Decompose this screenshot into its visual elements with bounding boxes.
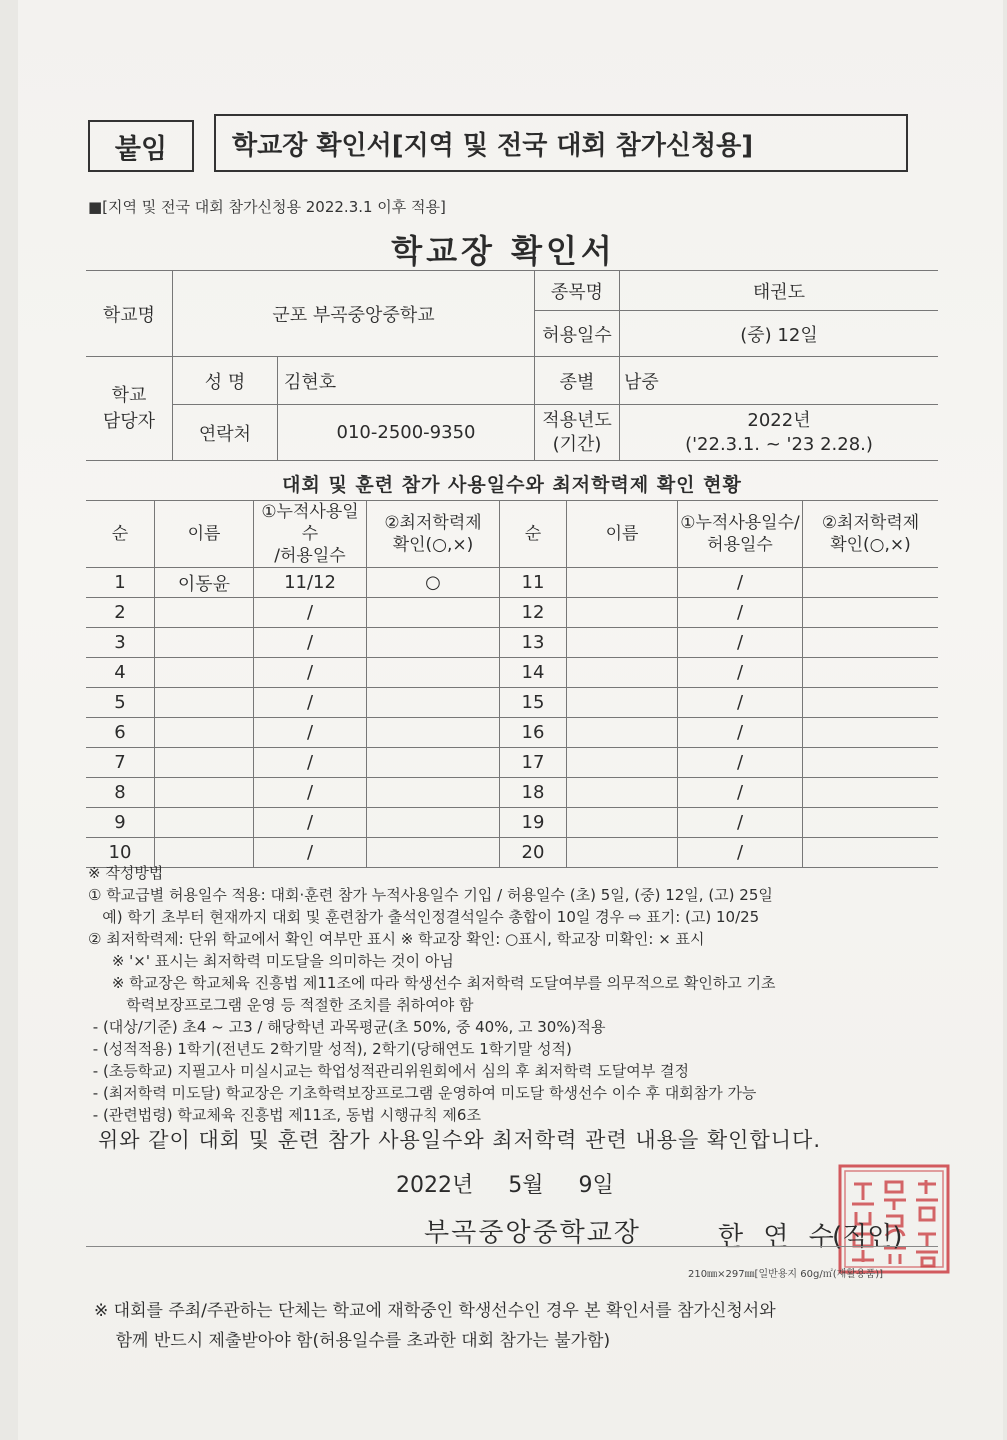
table-cell: /	[254, 658, 367, 688]
instruction-line: ① 학교급별 허용일수 적용: 대회·훈련 참가 누적사용일수 기입 / 허용일수 (초) 5일, (중) 12일, (고) 25일	[88, 886, 773, 904]
table-cell	[803, 748, 939, 778]
attachment-tag: 붙임	[88, 120, 194, 172]
gender-value: 남중	[620, 357, 939, 405]
table-cell: /	[678, 808, 803, 838]
document-title: 학교장 확인서	[391, 232, 616, 270]
table-cell: 6	[86, 718, 155, 748]
table-row	[86, 808, 938, 838]
signing-date	[396, 1168, 642, 1199]
table-cell: 12	[500, 598, 567, 628]
col-header: 이름	[567, 501, 678, 568]
table-cell: /	[254, 808, 367, 838]
date-day: 9일	[578, 1173, 614, 1198]
year-label: 적용년도 (기간)	[535, 405, 620, 461]
table-cell: 16	[500, 718, 567, 748]
principal-title: 부곡중앙중학교장	[424, 1218, 641, 1248]
table-cell: 7	[86, 748, 155, 778]
applicability-note: ■[지역 및 전국 대회 참가신청용 2022.3.1 이후 적용]	[88, 198, 446, 216]
writing-instructions	[88, 862, 948, 1126]
table-cell	[155, 718, 254, 748]
table-cell	[567, 598, 678, 628]
instruction-line: - (초등학교) 지필고사 미실시교는 학업성적관리위원회에서 심의 후 최저학력 도달여부 결정	[88, 1062, 689, 1080]
year-period: ('22.3.1. ~ '23 2.28.)	[685, 433, 873, 455]
table-cell	[803, 568, 939, 598]
table-cell	[367, 598, 500, 628]
col-header: 이름	[155, 501, 254, 568]
allowed-days-value: (중) 12일	[620, 311, 939, 357]
col-header: 순	[86, 501, 155, 568]
table-row	[86, 718, 938, 748]
table-cell: 3	[86, 628, 155, 658]
table-cell	[367, 778, 500, 808]
table-cell: 5	[86, 688, 155, 718]
table-cell: ○	[367, 568, 500, 598]
col-header: ①누적사용일수/ 허용일수	[678, 501, 803, 568]
table-cell: 15	[500, 688, 567, 718]
table-cell: 17	[500, 748, 567, 778]
section-title: 대회 및 훈련 참가 사용일수와 최저학력제 확인 현황	[282, 474, 742, 496]
table-cell	[567, 658, 678, 688]
table-cell	[803, 718, 939, 748]
table-cell	[155, 808, 254, 838]
table-row	[86, 568, 938, 598]
submission-note-line: 함께 반드시 제출받아야 함(허용일수를 초과한 대회 참가는 불가함)	[94, 1331, 611, 1351]
table-cell	[803, 598, 939, 628]
table-cell	[367, 688, 500, 718]
school-value: 군포 부곡중앙중학교	[173, 271, 535, 357]
table-cell	[367, 658, 500, 688]
table-row	[86, 628, 938, 658]
table-cell: /	[678, 688, 803, 718]
confirmation-statement: 위와 같이 대회 및 훈련 참가 사용일수와 최저학력 관련 내용을 확인합니다.	[98, 1128, 822, 1152]
table-cell: /	[254, 718, 367, 748]
name-label: 성 명	[173, 357, 278, 405]
table-row	[86, 688, 938, 718]
col-header: 순	[500, 501, 567, 568]
sport-label: 종목명	[535, 271, 620, 311]
paper-spec: 210㎜×297㎜[일반용지 60g/㎡(재활용품)]	[688, 1269, 884, 1280]
table-cell	[367, 808, 500, 838]
table-cell: 4	[86, 658, 155, 688]
table-cell: /	[678, 598, 803, 628]
table-cell	[803, 628, 939, 658]
table-cell	[155, 778, 254, 808]
year-value: 2022년	[747, 409, 811, 431]
table-cell: /	[678, 748, 803, 778]
table-cell: /	[254, 628, 367, 658]
table-cell	[803, 808, 939, 838]
table-cell: /	[254, 838, 367, 868]
table-cell: /	[254, 778, 367, 808]
table-cell: 18	[500, 778, 567, 808]
usage-table	[86, 500, 938, 868]
instruction-line: ※ '×' 표시는 최저학력 미도달을 의미하는 것이 아님	[88, 952, 454, 970]
contact-label: 연락처	[173, 405, 278, 461]
instruction-line: - (관련법령) 학교체육 진흥법 제11조, 동법 시행규칙 제6조	[88, 1106, 481, 1124]
table-cell: 11	[500, 568, 567, 598]
table-cell	[567, 628, 678, 658]
table-cell: 19	[500, 808, 567, 838]
table-cell	[803, 658, 939, 688]
table-row	[86, 598, 938, 628]
instruction-line: ※ 작성방법	[88, 864, 164, 882]
contact-value: 010-2500-9350	[278, 405, 535, 461]
table-cell: 8	[86, 778, 155, 808]
table-cell: 14	[500, 658, 567, 688]
manager-label: 학교 담당자	[86, 357, 173, 461]
info-table	[86, 270, 938, 461]
table-cell	[367, 628, 500, 658]
year-cell	[620, 405, 939, 461]
table-cell: /	[678, 568, 803, 598]
table-cell	[567, 808, 678, 838]
header-title: 학교장 확인서[지역 및 전국 대회 참가신청용]	[214, 114, 908, 172]
table-row	[86, 748, 938, 778]
instruction-line: - (대상/기준) 초4 ~ 고3 / 해당학년 과목평균(초 50%, 중 40%, 고 30%)적용	[88, 1018, 606, 1036]
table-cell	[567, 778, 678, 808]
col-header: ①누적사용일수 /허용일수	[254, 501, 367, 568]
table-cell: /	[254, 688, 367, 718]
table-cell: /	[678, 718, 803, 748]
table-cell	[567, 718, 678, 748]
table-cell: 이동윤	[155, 568, 254, 598]
table-cell: /	[678, 838, 803, 868]
table-cell: /	[678, 778, 803, 808]
divider-line	[86, 1246, 938, 1247]
table-cell: /	[678, 658, 803, 688]
table-cell: 13	[500, 628, 567, 658]
col-header: ②최저학력제 확인(○,×)	[367, 501, 500, 568]
instruction-line: ② 최저학력제: 단위 학교에서 확인 여부만 표시 ※ 학교장 확인: ○표시, 학교장 미확인: × 표시	[88, 930, 705, 948]
submission-note	[94, 1296, 974, 1356]
table-cell: /	[254, 598, 367, 628]
col-header: ②최저학력제 확인(○,×)	[803, 501, 939, 568]
instruction-line: - (성적적용) 1학기(전년도 2학기말 성적), 2학기(당해연도 1학기말 성적)	[88, 1040, 572, 1058]
school-label: 학교명	[86, 271, 173, 357]
instruction-line: ※ 학교장은 학교체육 진흥법 제11조에 따라 학생선수 최저학력 도달여부를 의무적으로 확인하고 기초	[88, 974, 776, 992]
principal-name: 한 연 수	[718, 1222, 840, 1252]
table-cell: 1	[86, 568, 155, 598]
table-header-row	[86, 501, 938, 568]
allowed-days-label: 허용일수	[535, 311, 620, 357]
table-cell	[567, 688, 678, 718]
table-cell	[567, 568, 678, 598]
instruction-line: - (최저학력 미도달) 학교장은 기초학력보장프로그램 운영하여 미도달 학생선수 이수 후 대회참가 가능	[88, 1084, 757, 1102]
table-cell: 2	[86, 598, 155, 628]
table-cell: 20	[500, 838, 567, 868]
table-cell: /	[678, 628, 803, 658]
table-cell	[155, 688, 254, 718]
table-cell: 10	[86, 838, 155, 868]
instruction-line: 학력보장프로그램 운영 등 적절한 조치를 취하여야 함	[88, 996, 474, 1014]
instruction-line: 예) 학기 초부터 현재까지 대회 및 훈련참가 출석인정결석일수 총합이 10일 경우 ⇨ 표기: (고) 10/25	[88, 908, 760, 926]
gender-label: 종별	[535, 357, 620, 405]
table-cell: /	[254, 748, 367, 778]
table-cell	[155, 628, 254, 658]
table-cell: 9	[86, 808, 155, 838]
seal-label: (직인)	[832, 1222, 903, 1252]
sport-value: 태권도	[620, 271, 939, 311]
table-cell	[155, 598, 254, 628]
table-cell	[155, 748, 254, 778]
table-row	[86, 658, 938, 688]
date-month: 5월	[508, 1173, 544, 1198]
table-cell	[803, 688, 939, 718]
date-year: 2022년	[396, 1173, 474, 1198]
table-cell	[567, 748, 678, 778]
table-cell	[367, 718, 500, 748]
table-cell	[155, 658, 254, 688]
table-cell	[367, 748, 500, 778]
name-value: 김현호	[278, 357, 535, 405]
table-cell: 11/12	[254, 568, 367, 598]
submission-note-line: ※ 대회를 주최/주관하는 단체는 학교에 재학중인 학생선수인 경우 본 확인서를 참가신청서와	[94, 1301, 776, 1321]
table-cell	[803, 778, 939, 808]
table-row	[86, 778, 938, 808]
